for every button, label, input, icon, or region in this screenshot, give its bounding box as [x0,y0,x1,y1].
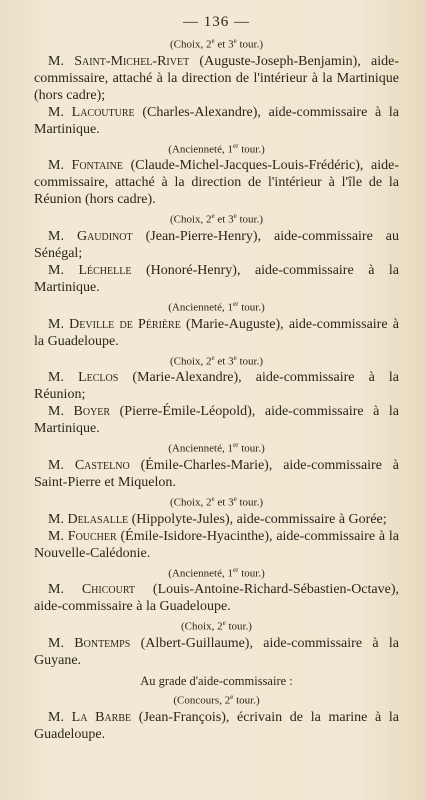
entry-text: (Marie-Auguste), aide-commissaire à la Guadeloupe. [34,316,399,349]
entry-surname: La Barbe [71,709,132,725]
entry-surname: Foucher [67,528,117,544]
entry-surname: Boyer [73,404,111,420]
entry-prefix: M. [48,709,64,725]
entry-surname: Saint-Michel-Rivet [74,53,190,69]
tour-heading: (Ancienneté, 1er tour.) [168,141,265,156]
entry-prefix: M. [48,316,64,332]
entry-text: (Émile-Charles-Marie), aide-commissaire à Saint-Pierre et Miquelon. [34,457,400,490]
entry-prefix: M. [48,262,64,278]
appointment-entry [34,228,399,262]
entry-prefix: M. [48,457,64,473]
entry-text: (Jean-François), écrivain de la marine à la Guadeloupe. [34,709,400,742]
entry-prefix: M. [48,104,64,120]
entry-text: (Charles-Alexandre), aide-commissaire à la Martinique. [34,104,399,137]
entry-text: (Claude-Michel-Jacques-Louis-Frédéric), aide-commissaire, attaché à la direction de l'intérieur à l'île de la Réunion (hors cadre). [34,158,399,208]
entry-text: (Pierre-Émile-Léopold), aide-commissaire à la Martinique. [34,404,400,437]
tour-heading: (Choix, 2e et 3e tour.) [169,212,263,226]
tour-heading: (Ancienneté, 1er tour.) [168,565,265,580]
entry-text: (Jean-Pierre-Henry), aide-commissaire au Sénégal; [34,228,400,261]
entry-prefix: M. [48,370,64,386]
tour-heading: (Choix, 2e et 3e tour.) [169,494,263,509]
entry-text: (Hippolyte-Jules), aide-commissaire à Gorée; [131,511,387,527]
entry-text: (Marie-Alexandre), aide-commissaire à la Réunion; [34,370,399,403]
appointment-entry [34,53,399,104]
entry-prefix: M. [48,404,64,420]
appointment-entry [34,511,399,528]
tour-heading: (Choix, 2e et 3e tour.) [169,37,263,51]
entry-surname: Bontemps [74,635,131,651]
appointment-entry [34,104,399,138]
entry-surname: Leclos [78,370,119,386]
entry-prefix: M. [48,228,64,244]
entry-prefix: M. [48,635,64,651]
appointment-entry [34,528,399,562]
appointment-entry [34,316,399,350]
page-number: — 136 — [183,14,250,30]
entry-surname: Castelno [74,457,130,473]
appointment-entry [34,709,399,743]
appointment-entry [34,581,399,615]
page-content [34,37,399,743]
entry-prefix: M. [48,582,64,598]
tour-heading: (Choix, 2e et 3e tour.) [169,353,263,368]
entry-surname: Fontaine [71,158,123,174]
entry-surname: Deville de Périère [69,316,181,332]
appointment-entry [34,369,399,403]
tour-heading: (Ancienneté, 1er tour.) [168,299,265,314]
entry-text: (Albert-Guillaume), aide-commissaire à la Guyane. [34,635,400,668]
entry-prefix: M. [48,53,64,69]
entry-text: (Émile-Isidore-Hyacinthe), aide-commissaire à la Nouvelle-Calédonie. [34,528,400,561]
tour-heading: (Choix, 2e tour.) [181,619,252,633]
entry-prefix: M. [48,158,64,174]
entry-surname: Gaudinot [76,228,133,244]
entry-surname: Léchelle [78,262,132,278]
entry-surname: Delasalle [67,511,129,527]
appointment-entry [34,403,399,437]
entry-text: (Honoré-Henry), aide-commissaire à la Martinique. [34,262,400,295]
entry-text: (Louis-Antoine-Richard-Sébastien-Octave), aide-commissaire à la Guadeloupe. [34,582,400,615]
grade-heading: Au grade d'aide-commissaire : [140,673,293,688]
tour-heading: (Concours, 2e tour.) [173,692,260,707]
entry-surname: Chicourt [81,582,136,598]
entry-surname: Lacouture [71,104,135,120]
entry-prefix: M. [48,528,64,544]
entry-prefix: M. [48,511,64,527]
appointment-entry [34,457,399,491]
entry-text: (Auguste-Joseph-Benjamin), aide-commissaire, attaché à la direction de l'intérieur à la Martinique (hors cadre); [34,53,399,103]
tour-heading: (Ancienneté, 1er tour.) [168,441,265,455]
appointment-entry [34,262,399,296]
appointment-entry [34,157,399,208]
appointment-entry [34,635,399,669]
